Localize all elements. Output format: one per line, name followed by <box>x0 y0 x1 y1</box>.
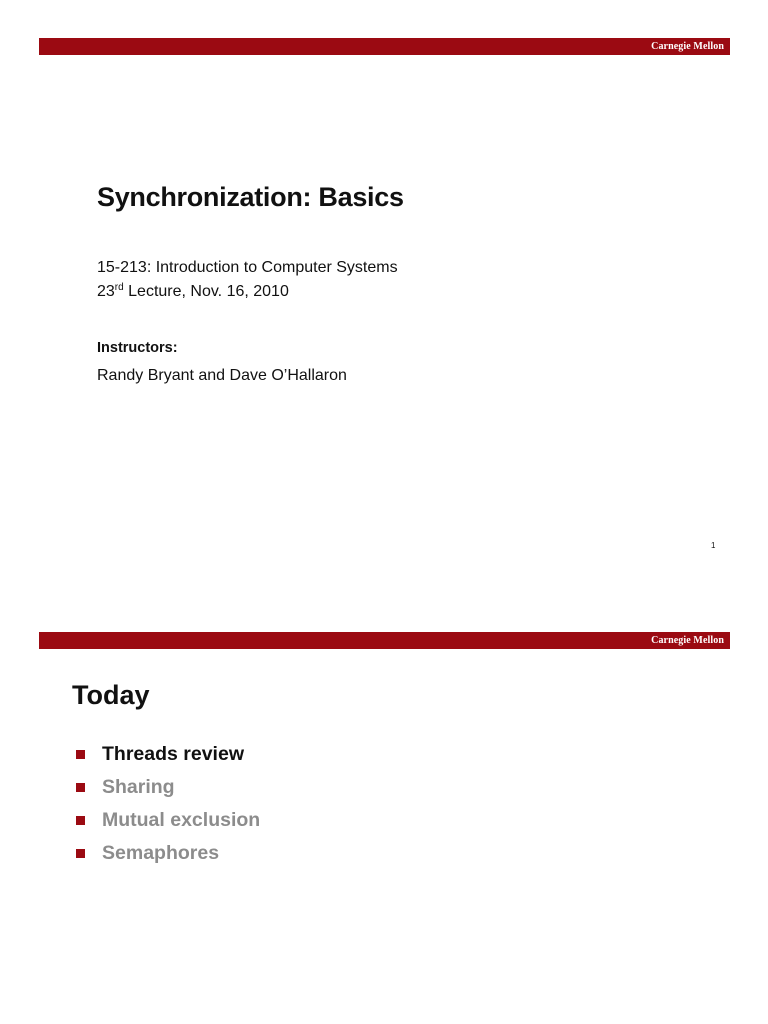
agenda-item-threads-review <box>76 742 260 775</box>
lecture-number: 23 <box>97 283 115 300</box>
lecture-ordinal-suffix: rd <box>114 282 124 293</box>
slide-title: Synchronization: Basics <box>97 182 404 212</box>
header-bar <box>39 38 730 55</box>
page-number: 1 <box>711 541 716 550</box>
brand-label: Carnegie Mellon <box>651 635 724 646</box>
agenda-item-semaphores <box>76 841 260 874</box>
slide-title: Today <box>72 680 150 710</box>
square-bullet-icon <box>76 816 85 825</box>
agenda-item-label: Mutual exclusion <box>102 809 261 831</box>
agenda-list <box>76 742 260 874</box>
agenda-item-sharing <box>76 775 260 808</box>
square-bullet-icon <box>76 849 85 858</box>
instructors-label: Instructors: <box>97 340 178 356</box>
square-bullet-icon <box>76 750 85 759</box>
course-line: 15-213: Introduction to Computer Systems <box>97 259 398 276</box>
header-bar <box>39 632 730 649</box>
agenda-item-mutual-exclusion <box>76 808 260 841</box>
agenda-slide <box>0 594 768 1024</box>
brand-label: Carnegie Mellon <box>651 41 724 52</box>
agenda-item-label: Semaphores <box>102 842 220 864</box>
instructors-names: Randy Bryant and Dave O’Hallaron <box>97 367 347 384</box>
lecture-line <box>97 282 289 302</box>
agenda-item-label: Sharing <box>102 776 175 798</box>
agenda-item-label: Threads review <box>102 743 244 765</box>
lecture-date: Lecture, Nov. 16, 2010 <box>123 283 289 300</box>
square-bullet-icon <box>76 783 85 792</box>
